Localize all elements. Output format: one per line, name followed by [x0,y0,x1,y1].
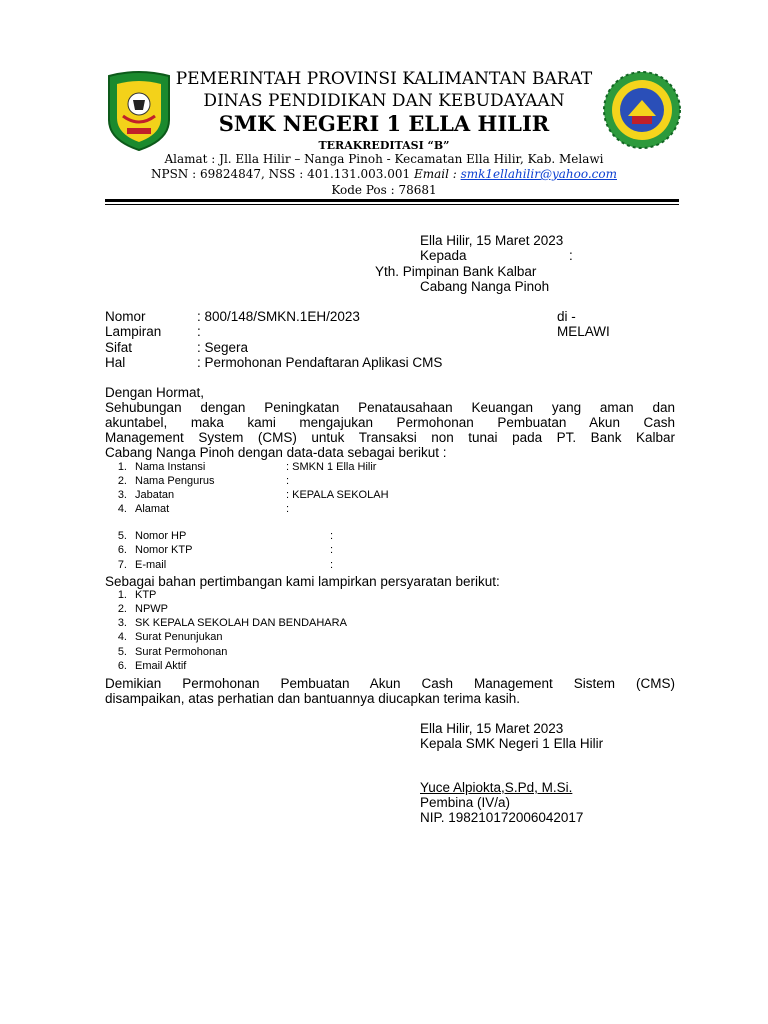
list-item: 3. SK KEPALA SEKOLAH DAN BENDAHARA [117,617,347,629]
header-government: PEMERINTAH PROVINSI KALIMANTAN BARAT [175,69,593,89]
header-accreditation: TERAKREDITASI “B” [318,139,450,152]
signature-title: Kepala SMK Negeri 1 Ella Hilir [420,736,604,751]
list-item: 4. Alamat [117,503,170,515]
header-department: DINAS PENDIDIKAN DAN KEBUDAYAAN [203,91,565,111]
list-item: 6. Nomor KTP [117,544,193,556]
meta-value-lampiran: : [197,324,201,339]
list-item-value: : [286,475,290,487]
letter-to-label: Kepada [420,248,467,263]
signature-nip: NIP. 198210172006042017 [420,810,584,825]
header-npsn: NPSN : 69824847, NSS : 401.131.003.001 [151,167,414,181]
letter-greeting: Dengan Hormat, [105,385,205,400]
header-contact [0,167,768,181]
letter-branch: Cabang Nanga Pinoh [420,279,550,294]
list-item-value: : [330,544,334,556]
list-item: 2. NPWP [117,603,168,615]
list-item-value: : [330,530,334,542]
list-item-value: : KEPALA SEKOLAH [286,489,389,501]
list-item: 5. Nomor HP [117,530,187,542]
meta-label-lampiran: Lampiran [105,324,162,339]
list-item: 4. Surat Penunjukan [117,631,223,643]
body-line-3: Management System (CMS) untuk Transaksi non tunai pada PT. Bank Kalbar [105,430,675,445]
body-line-1: Sehubungan dengan Peningkatan Penatausahaan Keuangan yang aman dan [105,400,675,415]
meta-label-sifat: Sifat [105,340,133,355]
letter-place-date: Ella Hilir, 15 Maret 2023 [420,233,564,248]
list-item: 5. Surat Permohonan [117,646,228,658]
closing-line-1: Demikian Permohonan Pembuatan Akun Cash Management Sistem (CMS) [105,676,675,691]
list-item: 3. Jabatan [117,489,175,501]
list-item-value: : [286,503,290,515]
header-divider-thin [105,204,679,205]
signature-date: Ella Hilir, 15 Maret 2023 [420,721,564,736]
list-item: 6. Email Aktif [117,660,187,672]
letter-city: MELAWI [557,324,610,339]
meta-label-nomor: Nomor [105,309,146,324]
requirements-intro: Sebagai bahan pertimbangan kami lampirkan persyaratan berikut: [105,574,500,589]
header-postal-code: Kode Pos : 78681 [331,183,437,197]
list-item: 1. Nama Instansi [117,461,206,473]
list-item: 2. Nama Pengurus [117,475,215,487]
header-school-name: SMK NEGERI 1 ELLA HILIR [218,111,550,136]
meta-label-hal: Hal [105,355,126,370]
list-item-value: : SMKN 1 Ella Hilir [286,461,377,473]
list-item-value: : [330,559,334,571]
meta-value-nomor: : 800/148/SMKN.1EH/2023 [197,309,360,324]
header-divider-thick [105,199,679,202]
letter-recipient: Yth. Pimpinan Bank Kalbar [375,264,537,279]
list-item: 7. E-mail [117,559,167,571]
meta-value-hal: : Permohonan Pendaftaran Aplikasi CMS [197,355,443,370]
meta-value-sifat: : Segera [197,340,249,355]
signature-name: Yuce Alpiokta,S.Pd, M.Si. [420,780,573,795]
header-address: Alamat : Jl. Ella Hilir – Nanga Pinoh - Kecamatan Ella Hilir, Kab. Melawi [164,152,604,166]
header-email-link[interactable]: smk1ellahilir@yahoo.com [460,167,617,181]
letter-di: di - [557,309,576,324]
signature-rank: Pembina (IV/a) [420,795,511,810]
body-line-4: Cabang Nanga Pinoh dengan data-data sebagai berikut : [105,445,447,460]
body-line-2: akuntabel, maka kami mengajukan Permohonan Pembuatan Akun Cash [105,415,675,430]
list-item: 1. KTP [117,589,157,601]
closing-line-2: disampaikan, atas perhatian dan bantuannya diucapkan terima kasih. [105,691,521,706]
header-email-label: Email : [413,167,461,181]
letter-to-colon: : [569,248,573,263]
